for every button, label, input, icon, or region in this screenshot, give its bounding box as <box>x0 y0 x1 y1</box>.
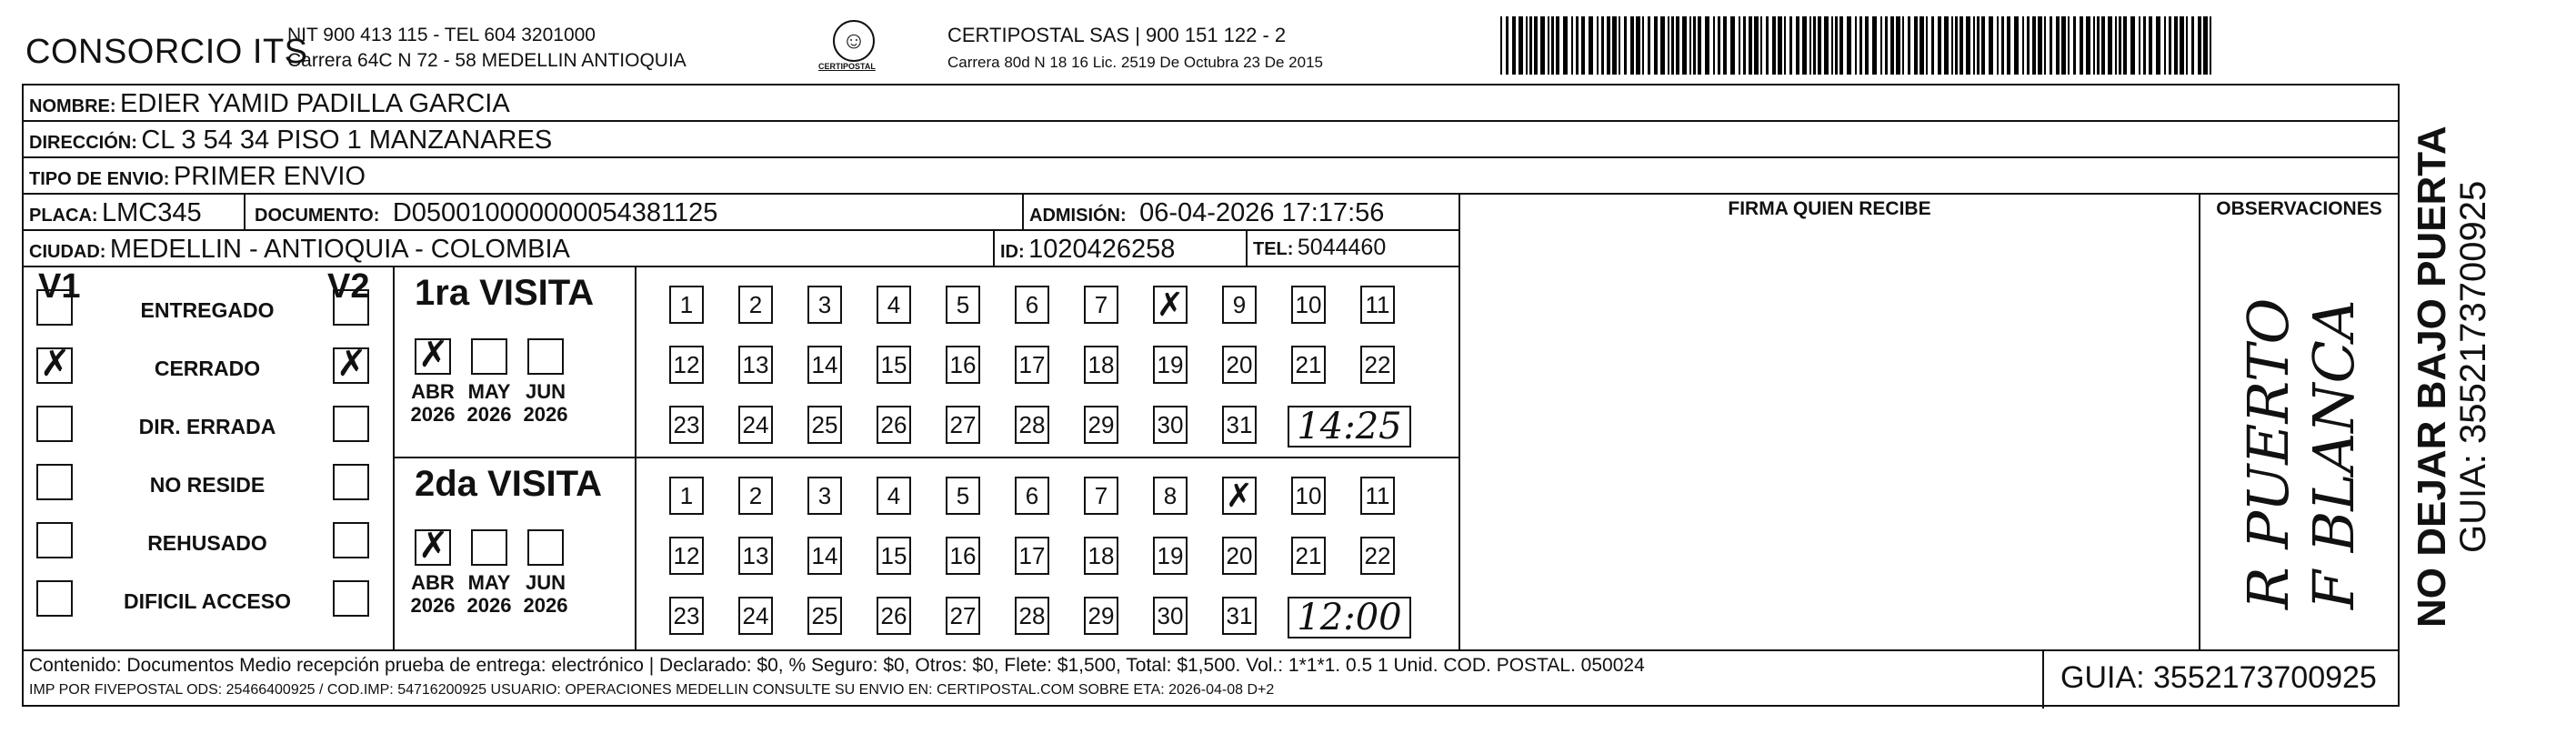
month-label <box>407 380 458 426</box>
check-mark-icon: ✗ <box>418 334 449 376</box>
month-checkbox[interactable] <box>415 525 451 567</box>
day-box[interactable]: 12 <box>669 537 704 575</box>
v2-checkbox[interactable] <box>333 464 369 500</box>
day-box[interactable]: 2 <box>738 286 773 324</box>
day-box[interactable]: 18 <box>1084 537 1118 575</box>
day-box[interactable]: 26 <box>877 406 911 444</box>
certipostal-license: Carrera 80d N 18 16 Lic. 2519 De Octubra 23 De 2015 <box>947 54 1323 71</box>
status-label: ENTREGADO <box>140 298 275 322</box>
day-box[interactable]: 27 <box>946 406 980 444</box>
day-box[interactable]: 23 <box>669 406 704 444</box>
day-box[interactable]: 13 <box>738 537 773 575</box>
firma-header: FIRMA QUIEN RECIBE <box>1728 198 1931 219</box>
day-box[interactable]: 29 <box>1084 406 1118 444</box>
observation-handwriting-2: F BLANCA <box>2300 299 2367 609</box>
id-label: ID: <box>1000 242 1025 262</box>
month-year: 2026 <box>523 594 568 617</box>
month-checkbox[interactable] <box>471 338 507 375</box>
day-box[interactable]: 10 <box>1291 477 1326 515</box>
check-mark-icon: ✗ <box>418 525 449 567</box>
day-box[interactable]: 9 <box>1222 286 1257 324</box>
nombre-value: EDIER YAMID PADILLA GARCIA <box>120 89 510 118</box>
documento-value: D050010000000054381125 <box>392 198 718 227</box>
admision-label: ADMISIÓN: <box>1029 206 1127 226</box>
v1-checkbox[interactable] <box>36 406 73 442</box>
placa-value: LMC345 <box>102 198 202 227</box>
month-name: JUN <box>525 571 566 594</box>
month-checkbox[interactable] <box>527 338 564 375</box>
day-box[interactable]: 8 <box>1153 477 1188 515</box>
visit-title: 1ra VISITA <box>415 273 595 313</box>
day-box[interactable]: 1 <box>669 477 704 515</box>
day-box-checked[interactable]: ✗ <box>1222 477 1257 515</box>
visit-title: 2da VISITA <box>415 464 602 504</box>
footer-guia: GUIA: 3552173700925 <box>2060 660 2377 695</box>
v1-checkbox[interactable] <box>36 580 73 617</box>
day-box[interactable]: 20 <box>1222 346 1257 384</box>
company-nit: NIT 900 413 115 - TEL 604 3201000 <box>287 25 596 45</box>
day-box[interactable]: 18 <box>1084 346 1118 384</box>
day-box[interactable]: 28 <box>1015 597 1049 635</box>
company-address: Carrera 64C N 72 - 58 MEDELLIN ANTIOQUIA <box>287 50 687 71</box>
v1-header: V1 <box>38 267 81 306</box>
month-checkbox[interactable] <box>415 334 451 376</box>
day-box[interactable]: 2 <box>738 477 773 515</box>
logo-text: CERTIPOSTAL <box>818 62 876 71</box>
status-label: REHUSADO <box>147 531 267 555</box>
observation-handwriting-1: R PUERTO <box>2235 297 2301 609</box>
month-label <box>464 380 515 426</box>
check-mark-icon: ✗ <box>40 343 71 385</box>
day-box[interactable]: 23 <box>669 597 704 635</box>
day-box[interactable]: 11 <box>1360 477 1395 515</box>
day-box[interactable]: 16 <box>946 537 980 575</box>
month-year: 2026 <box>410 594 456 617</box>
documento-label: DOCUMENTO: <box>255 206 380 226</box>
day-box[interactable]: 21 <box>1291 346 1326 384</box>
day-box[interactable]: 19 <box>1153 346 1188 384</box>
day-box[interactable]: 12 <box>669 346 704 384</box>
direccion-value: CL 3 54 34 PISO 1 MANZANARES <box>141 126 553 155</box>
status-label: NO RESIDE <box>149 473 266 497</box>
day-box[interactable]: 22 <box>1360 537 1395 575</box>
status-label: CERRADO <box>154 357 261 380</box>
day-box[interactable]: 6 <box>1015 286 1049 324</box>
certipostal-name: CERTIPOSTAL SAS | 900 151 122 - 2 <box>947 24 1287 46</box>
footer-contenido: Contenido: Documentos Medio recepción prueba de entrega: electrónico | Declarado: $0, % Seguro: $0, Otros: $0, Flete: $1,500, Total: $1,500. Vol.: 1*1*1. 0.5 1 Unid. COD. POSTAL. 050024 <box>29 655 1645 676</box>
day-box-checked[interactable]: ✗ <box>1153 286 1188 324</box>
month-checkbox[interactable] <box>527 529 564 566</box>
placa-label: PLACA: <box>29 206 98 226</box>
day-box[interactable]: 3 <box>807 477 842 515</box>
tel-label: TEL: <box>1253 239 1294 259</box>
v1-checkbox[interactable] <box>36 289 73 326</box>
month-name: MAY <box>467 571 511 594</box>
company-name: CONSORCIO ITS <box>25 33 308 71</box>
v1-checkbox[interactable] <box>36 464 73 500</box>
v1-checkbox[interactable] <box>36 343 73 385</box>
v2-header: V2 <box>327 267 370 306</box>
v2-checkbox[interactable] <box>333 580 369 617</box>
tipo-label: TIPO DE ENVIO: <box>29 169 170 189</box>
day-box[interactable]: 28 <box>1015 406 1049 444</box>
day-box[interactable]: 6 <box>1015 477 1049 515</box>
day-box[interactable]: 17 <box>1015 346 1049 384</box>
month-label <box>407 571 458 617</box>
certipostal-logo-icon: ☺ <box>833 20 875 62</box>
day-box[interactable]: 29 <box>1084 597 1118 635</box>
shipping-form <box>22 84 2400 707</box>
barcode-icon <box>1500 16 2219 75</box>
day-box[interactable]: 11 <box>1360 286 1395 324</box>
tipo-value: PRIMER ENVIO <box>173 162 366 191</box>
month-label <box>520 571 571 617</box>
day-box[interactable]: 25 <box>807 406 842 444</box>
ciudad-label: CIUDAD: <box>29 242 106 262</box>
month-year: 2026 <box>410 403 456 426</box>
day-box[interactable]: 5 <box>946 477 980 515</box>
visit-time: 12:00 <box>1288 597 1411 638</box>
day-box[interactable]: 30 <box>1153 406 1188 444</box>
v2-checkbox[interactable] <box>333 289 369 326</box>
nombre-label: NOMBRE: <box>29 96 116 116</box>
visit-time: 14:25 <box>1288 406 1411 447</box>
month-year: 2026 <box>466 594 512 617</box>
day-box[interactable]: 21 <box>1291 537 1326 575</box>
day-box[interactable]: 14 <box>807 346 842 384</box>
month-label <box>464 571 515 617</box>
day-box[interactable]: 30 <box>1153 597 1188 635</box>
v2-checkbox[interactable] <box>333 406 369 442</box>
day-box[interactable]: 24 <box>738 597 773 635</box>
day-box[interactable]: 17 <box>1015 537 1049 575</box>
day-box[interactable]: 27 <box>946 597 980 635</box>
v2-checkbox[interactable] <box>333 522 369 558</box>
direccion-label: DIRECCIÓN: <box>29 133 137 153</box>
status-label: DIR. ERRADA <box>138 415 276 438</box>
side-notice: NO DEJAR BAJO PUERTA <box>2410 126 2454 628</box>
day-box[interactable]: 31 <box>1222 597 1257 635</box>
day-box[interactable]: 4 <box>877 477 911 515</box>
day-box[interactable]: 25 <box>807 597 842 635</box>
month-name: JUN <box>525 380 566 403</box>
side-guia: GUIA: 3552173700925 <box>2453 180 2493 553</box>
month-name: MAY <box>467 380 511 403</box>
month-checkbox[interactable] <box>471 529 507 566</box>
v1-checkbox[interactable] <box>36 522 73 558</box>
day-box[interactable]: 14 <box>807 537 842 575</box>
day-box[interactable]: 20 <box>1222 537 1257 575</box>
day-box[interactable]: 19 <box>1153 537 1188 575</box>
month-year: 2026 <box>523 403 568 426</box>
v2-checkbox[interactable] <box>333 343 369 385</box>
month-name: ABR <box>411 571 455 594</box>
day-box[interactable]: 15 <box>877 346 911 384</box>
day-box[interactable]: 5 <box>946 286 980 324</box>
observaciones-header: OBSERVACIONES <box>2216 198 2382 219</box>
day-box[interactable]: 24 <box>738 406 773 444</box>
day-box[interactable]: 10 <box>1291 286 1326 324</box>
day-box[interactable]: 26 <box>877 597 911 635</box>
tel-value: 5044460 <box>1297 235 1387 260</box>
day-box[interactable]: 15 <box>877 537 911 575</box>
id-value: 1020426258 <box>1028 235 1176 264</box>
day-box[interactable]: 16 <box>946 346 980 384</box>
admision-value: 06-04-2026 17:17:56 <box>1139 198 1385 227</box>
check-mark-icon: ✗ <box>336 343 367 385</box>
month-name: ABR <box>411 380 455 403</box>
footer-imp: IMP POR FIVEPOSTAL ODS: 25466400925 / COD.IMP: 54716200925 USUARIO: OPERACIONES MEDELLIN CONSULTE SU ENVIO EN: CERTIPOSTAL.COM SOBRE ETA: 2026-04-08 D+2 <box>29 682 1275 698</box>
day-box[interactable]: 1 <box>669 286 704 324</box>
day-box[interactable]: 13 <box>738 346 773 384</box>
day-box[interactable]: 31 <box>1222 406 1257 444</box>
day-box[interactable]: 3 <box>807 286 842 324</box>
day-box[interactable]: 4 <box>877 286 911 324</box>
ciudad-value: MEDELLIN - ANTIOQUIA - COLOMBIA <box>109 235 570 264</box>
day-box[interactable]: 7 <box>1084 286 1118 324</box>
day-box[interactable]: 7 <box>1084 477 1118 515</box>
month-label <box>520 380 571 426</box>
month-year: 2026 <box>466 403 512 426</box>
status-label: DIFICIL ACCESO <box>123 589 291 613</box>
day-box[interactable]: 22 <box>1360 346 1395 384</box>
